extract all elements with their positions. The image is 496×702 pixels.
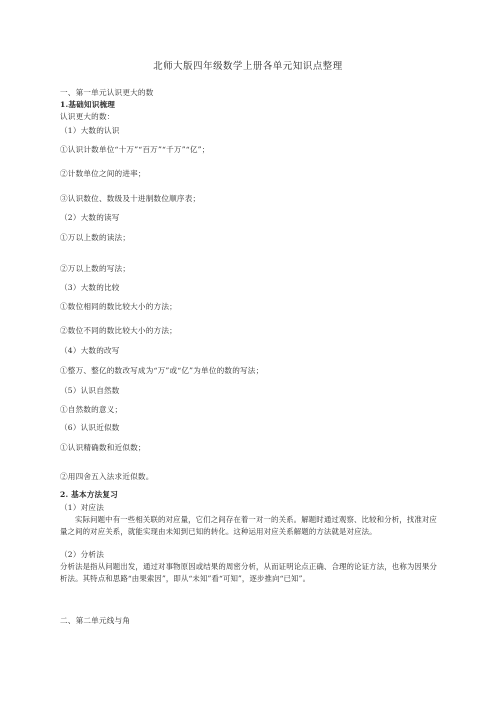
method-title: （2）分析法 [60, 550, 104, 559]
document-title: 北师大版四年级数学上册各单元知识点整理 [153, 61, 343, 72]
list-item: ③认识数位、数级及十进制数位顺序表； [60, 194, 201, 203]
list-item: ①万以上数的读法； [60, 233, 131, 242]
list-item: ①数位相同的数比较大小的方法； [60, 302, 177, 311]
list-item: ②万以上数的写法； [60, 264, 131, 273]
subsection-title: （6）认识近似数 [60, 423, 120, 432]
unit2-heading: 二、第二单元线与角 [60, 616, 131, 625]
method-paragraph: 分析法是指从问题出发，通过对事物原因或结果的周密分析，从而证明论点正确、合理的论证方法，也称为因果分析法。其特点和思路“由果索因”，即从“未知”看“可知”，逐步推向“已知”。 [60, 562, 438, 583]
unit1-heading: 一、第一单元认识更大的数 [60, 88, 154, 97]
subsection-title: （3）大数的比较 [60, 283, 120, 292]
list-item: ①自然数的意义； [60, 405, 123, 414]
subsection-title: （1）大数的认识 [60, 126, 120, 135]
section-methods: 2. 基本方法复习 [60, 490, 118, 499]
subsection-title: （4）大数的改写 [60, 346, 120, 355]
section-basic-knowledge: 1.基础知识梳理 [60, 100, 116, 109]
intro-text: 认识更大的数： [60, 112, 115, 121]
list-item: ②计数单位之间的进率； [60, 169, 146, 178]
method-title: （1）对应法 [60, 503, 104, 512]
subsection-title: （5）认识自然数 [60, 386, 120, 395]
list-item: ①认识精确数和近似数； [60, 443, 146, 452]
list-item: ②数位不同的数比较大小的方法； [60, 326, 177, 335]
list-item: ①认识计数单位“十万”“百万”“千万”“亿”； [60, 145, 210, 154]
method-paragraph: 实际问题中有一些相关联的对应量，它们之间存在着一对一的关系。解题时通过观察、比较和分析，找准对应量之间的对应关系，就能实现由未知到已知的转化。这种运用对应关系解题的方法就是对应法。 [60, 515, 437, 536]
list-item: ①整万、整亿的数改写成为“万”或“亿”为单位的数的写法； [60, 366, 264, 375]
list-item: ②用四舍五入法求近似数。 [60, 472, 154, 481]
subsection-title: （2）大数的读写 [60, 213, 120, 222]
